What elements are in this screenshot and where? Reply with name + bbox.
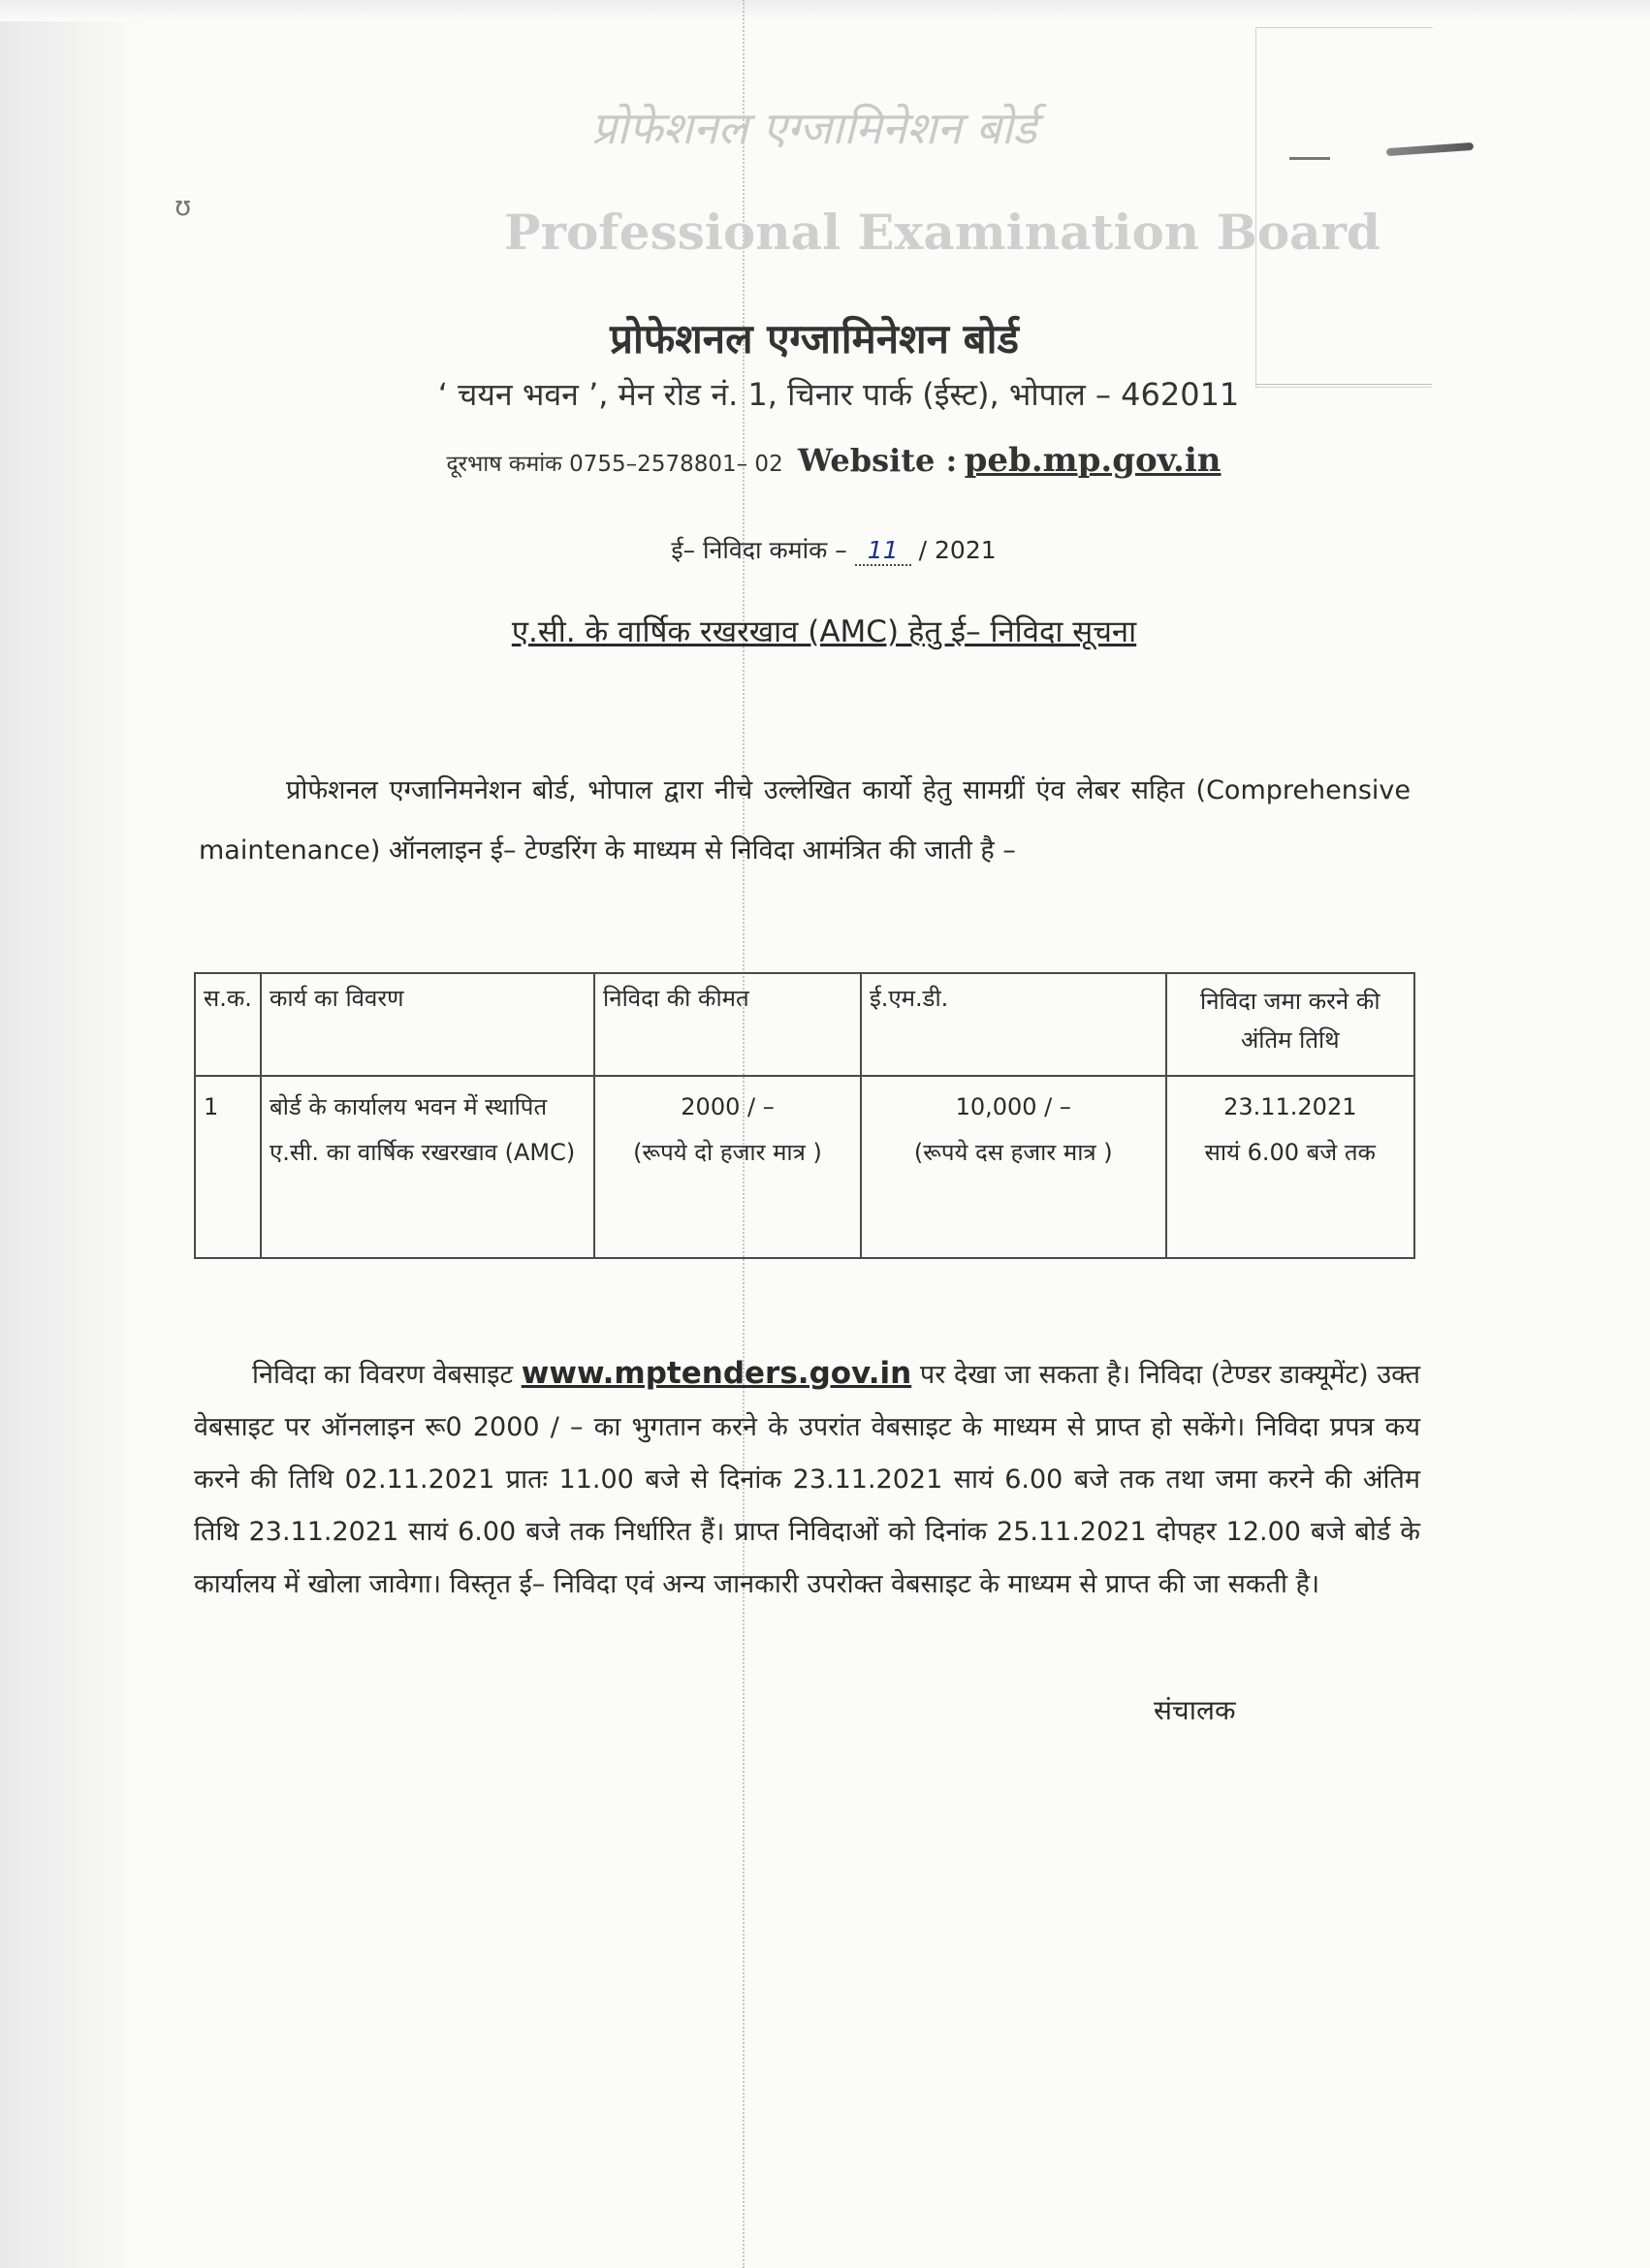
details-paragraph — [194, 1347, 1420, 1611]
details-text-start: निविदा का विवरण वेबसाइट — [252, 1360, 514, 1390]
website-label: Website : — [798, 442, 958, 479]
board-address: ‘ चयन भवन ’, मेन रोड नं. 1, चिनार पार्क (ईस्ट), भोपाल – 462011 — [437, 376, 1240, 413]
table-row — [195, 1076, 1414, 1258]
notice-heading: ए.सी. के वार्षिक रखरखाव (AMC) हेतु ई– निविदा सूचना — [511, 614, 1137, 649]
cell-cost — [594, 1076, 861, 1258]
phone-number: दूरभाष कमांक 0755–2578801– 02 — [446, 452, 783, 477]
tender-number-value: 11 — [855, 536, 911, 566]
cost-in-words: (रूपये दो हजार मात्र ) — [633, 1139, 822, 1166]
details-text-rest: पर देखा जा सकता है। निविदा (टेण्डर डाक्यूमेंट) उक्त वेबसाइट पर ऑनलाइन रू0 2000 / – का भुगतान करने के उपरांत वेबसाइट के माध्यम से प्राप्त हो सकेंगे। निविदा प्रपत्र कय करने की तिथि 02.11.2021 प्रातः 11.00 बजे से दिनांक 23.11.2021 सायं 6.00 बजे तक तथा जमा करने की अंतिम तिथि 23.11.2021 सायं 6.00 बजे तक निर्धारित हैं। प्राप्त निविदाओं को दिनांक 25.11.2021 दोपहर 12.00 बजे बोर्ड के कार्यालय में खोला जावेगा। विस्तृत ई– निविदा एवं अन्य जानकारी उपरोक्त वेबसाइट के माध्यम से प्राप्त की जा सकती है। — [194, 1360, 1420, 1599]
board-title: प्रोफेशनल एग्जामिनेशन बोर्ड — [610, 315, 1019, 362]
tender-number-prefix: ई– निविदा कमांक – — [671, 536, 847, 564]
cost-amount: 2000 / – — [681, 1093, 775, 1120]
col-header-description: कार्य का विवरण — [261, 973, 594, 1076]
emd-in-words: (रूपये दस हजार मात्र ) — [913, 1139, 1113, 1166]
col-header-sno: स.क. — [195, 973, 261, 1076]
scan-top-shadow — [0, 0, 1650, 21]
col-header-last-date: निविदा जमा करने की अंतिम तिथि — [1166, 973, 1414, 1076]
pen-mark — [1289, 157, 1330, 160]
cell-emd — [861, 1076, 1166, 1258]
show-through-hindi-title: प्रोफेशनल एग्जामिनेशन बोर्ड — [591, 102, 1037, 154]
show-through-english-title: Professional Examination Board — [504, 204, 1380, 261]
hole-punch-mark: ʊ — [175, 190, 192, 222]
tender-number — [543, 533, 1125, 566]
tender-table — [194, 972, 1415, 1259]
scan-shadow — [0, 0, 145, 2268]
signatory-title: संचालक — [1154, 1694, 1236, 1726]
col-header-emd: ई.एम.डी. — [861, 973, 1166, 1076]
intro-paragraph: प्रोफेशनल एग्जानिमनेशन बोर्ड, भोपाल द्वारा नीचे उल्लेखित कार्यो हेतु सामग्रीं एंव लेबर सहित (Comprehensive maintenance) ऑनलाइन ई– टेण्डरिंग के माध्यम से निविदा आमंत्रित की जाती है – — [199, 775, 1411, 866]
table-header-row — [195, 973, 1414, 1076]
col-header-cost: निविदा की कीमत — [594, 973, 861, 1076]
cell-last-date — [1166, 1076, 1414, 1258]
cell-sno: 1 — [195, 1076, 261, 1258]
contact-line — [407, 441, 1260, 480]
cell-description: बोर्ड के कार्यालय भवन में स्थापित ए.सी. का वार्षिक रखरखाव (AMC) — [261, 1076, 594, 1258]
last-date: 23.11.2021 — [1223, 1093, 1357, 1120]
last-time: सायं 6.00 बजे तक — [1204, 1139, 1376, 1166]
tender-number-suffix: / 2021 — [918, 536, 997, 564]
website-link[interactable]: peb.mp.gov.in — [964, 441, 1222, 480]
emd-amount: 10,000 / – — [955, 1093, 1071, 1120]
tender-portal-link[interactable]: www.mptenders.gov.in — [521, 1356, 912, 1391]
